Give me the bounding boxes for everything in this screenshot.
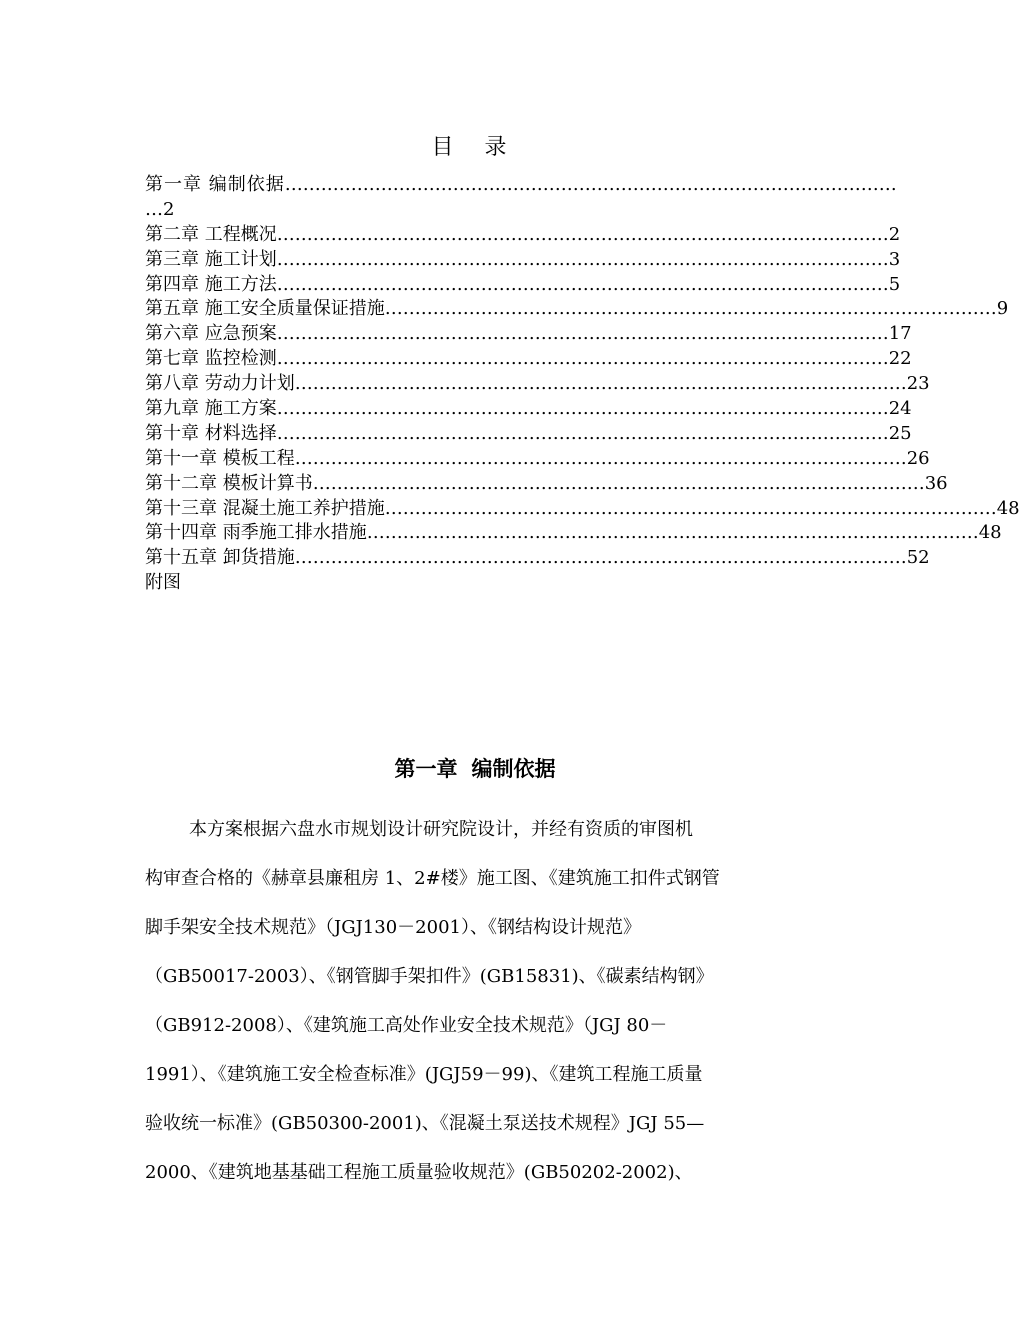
- chapter-number: 第一章: [394, 757, 458, 781]
- toc-entry[interactable]: [145, 447, 930, 472]
- body-text-line: 2000、《建筑地基基础工程施工质量验收规范》(GB50202-2002)、: [145, 1162, 693, 1183]
- toc-entry-label: 第六章 应急预案: [145, 323, 277, 345]
- toc-leader-dots: …………………………………………………………………………………………: [294, 373, 907, 395]
- toc-entry-label: 第一章 编制依据: [145, 174, 285, 195]
- toc-entry-label: 第七章 监控检测: [145, 348, 277, 370]
- toc-leader-dots: …………………………………………………………………………………………: [276, 273, 889, 295]
- toc-leader-dots: …………………………………………………………………………………………: [276, 223, 889, 245]
- toc-entry[interactable]: [145, 223, 901, 248]
- toc-entry-label: 第五章 施工安全质量保证措施: [145, 298, 385, 320]
- toc-entry-label: 第十章 材料选择: [145, 422, 277, 444]
- toc-entry-page: 9: [996, 298, 1009, 320]
- toc-entry[interactable]: [145, 297, 1009, 322]
- toc-entry-label: 第九章 施工方案: [145, 398, 277, 420]
- toc-leader-dots: …………………………………………………………………………………………: [276, 248, 889, 270]
- toc-leader-dots: …………………………………………………………………………………………: [276, 398, 889, 420]
- toc-entry-page: 3: [888, 248, 901, 270]
- toc-leader-dots: …………………………………………………………………………………………: [366, 522, 979, 544]
- toc-entry[interactable]: [145, 497, 1020, 522]
- toc-appendix[interactable]: 附图: [145, 572, 181, 594]
- toc-entry-label: 第十四章 雨季施工排水措施: [145, 522, 367, 544]
- body-text-line: 1991）、《建筑施工安全检查标准》(JGJ59－99)、《建筑工程施工质量: [145, 1064, 703, 1085]
- toc-entry[interactable]: [145, 397, 912, 422]
- toc-entry-label: 第八章 劳动力计划: [145, 373, 295, 395]
- toc-entry[interactable]: [145, 472, 948, 497]
- toc-leader-dots: …………………………………………………………………………………………: [294, 447, 907, 469]
- toc-leader-dots: …………………………………………………………………………………………: [384, 298, 997, 320]
- toc-entry-label: 第四章 施工方法: [145, 273, 277, 295]
- toc-entry-page: 22: [888, 348, 912, 370]
- toc-entry-label: 第十二章 模板计算书: [145, 472, 313, 494]
- body-text-line: 验收统一标准》(GB50300-2001)、《混凝土泵送技术规程》JGJ 55—: [145, 1113, 705, 1134]
- toc-leader-dots: …………………………………………………………………………………………: [384, 497, 997, 519]
- toc-entry[interactable]: [145, 422, 912, 447]
- toc-entry[interactable]: [145, 322, 912, 347]
- toc-entry-page: 52: [906, 547, 930, 569]
- toc-entry-page: 26: [906, 447, 930, 469]
- toc-leader-dots: …………………………………………………………………………………………: [312, 472, 925, 494]
- toc-entry-page: 48: [996, 497, 1020, 519]
- toc-entry-label: 第十五章 卸货措施: [145, 547, 295, 569]
- toc-leader-dots: …: [145, 198, 163, 220]
- toc-entry-label: 第三章 施工计划: [145, 248, 277, 270]
- chapter-heading: [0, 754, 950, 784]
- table-of-contents: [145, 173, 1020, 596]
- toc-leader-dots: …………………………………………………………………………………………: [276, 422, 889, 444]
- toc-entry[interactable]: [145, 546, 930, 571]
- toc-entry-label: 第二章 工程概况: [145, 223, 277, 245]
- body-text-line: （GB50017-2003）、《钢管脚手架扣件》(GB15831)、《碳素结构钢》: [145, 966, 714, 987]
- toc-entry[interactable]: [145, 273, 901, 298]
- toc-entry-page: 48: [978, 522, 1002, 544]
- toc-entry-page: 2: [163, 198, 175, 220]
- toc-entry-page: 36: [924, 472, 948, 494]
- toc-leader-dots: …………………………………………………………………………………………: [294, 547, 907, 569]
- chapter-body: [145, 815, 815, 1207]
- body-text-line: 脚手架安全技术规范》（JGJ130－2001）、《钢结构设计规范》: [145, 917, 641, 938]
- toc-entry[interactable]: [145, 248, 901, 273]
- toc-entry-label: 第十一章 模板工程: [145, 447, 295, 469]
- toc-entry[interactable]: [145, 347, 912, 372]
- toc-entry-page: 2: [888, 223, 901, 245]
- toc-entry-page: 23: [906, 373, 930, 395]
- toc-entry-continuation: [145, 198, 813, 223]
- toc-title: 目 录: [431, 135, 519, 160]
- toc-entry-label: 第十三章 混凝土施工养护措施: [145, 497, 385, 519]
- chapter-title: 编制依据: [471, 757, 556, 781]
- body-text-line: 本方案根据六盘水市规划设计研究院设计，并经有资质的审图机: [189, 819, 693, 840]
- toc-entry-page: 24: [888, 398, 912, 420]
- toc-entry-page: 5: [888, 273, 901, 295]
- toc-leader-dots: …………………………………………………………………………………………: [276, 348, 889, 370]
- toc-entry[interactable]: [145, 521, 1002, 546]
- toc-entry-page: 25: [888, 422, 912, 444]
- toc-entry-page: 17: [888, 323, 912, 345]
- toc-leader-dots: …………………………………………………………………………………………: [284, 174, 897, 195]
- body-text-line: （GB912-2008）、《建筑施工高处作业安全技术规范》（JGJ 80－: [145, 1015, 668, 1036]
- toc-entry[interactable]: [145, 173, 897, 198]
- body-text-line: 构审查合格的《赫章县廉租房 1、2#楼》施工图、《建筑施工扣件式钢管: [145, 868, 720, 889]
- toc-entry[interactable]: [145, 372, 930, 397]
- toc-leader-dots: …………………………………………………………………………………………: [276, 323, 889, 345]
